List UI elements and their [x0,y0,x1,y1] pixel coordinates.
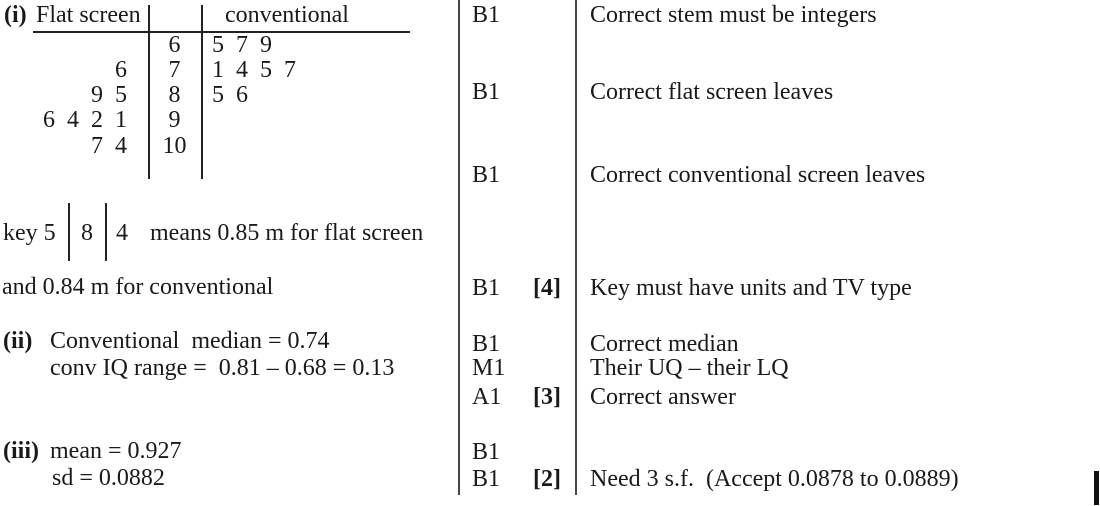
marks-column-divider [458,0,460,495]
flat-leaves: 9 5 [91,82,127,108]
flat-leaves: 7 4 [91,133,127,159]
key-stem: 8 [81,220,93,246]
stemleaf-row [0,58,458,84]
marking-row [458,163,1100,191]
comments-column-divider [575,0,577,495]
part-iii-line1: mean = 0.927 [50,438,182,464]
mark-code: B1 [472,466,501,492]
marking-row [458,467,1100,495]
stem-value: 9 [168,107,181,133]
flat-leaves: 6 4 2 1 [43,107,127,133]
stem-value: 8 [168,82,181,108]
mark-comment: Correct conventional screen leaves [590,162,926,188]
right-edge-bar [1094,471,1099,505]
conventional-leaves: 5 7 9 [212,32,272,58]
mark-code: M1 [472,355,506,381]
stemleaf-row [0,83,458,109]
stemleaf-row [0,108,458,134]
mark-code: B1 [472,439,501,465]
part-ii-line2: conv IQ range = 0.81 – 0.68 = 0.13 [50,355,395,381]
mark-code: B1 [472,2,501,28]
marking-row [458,276,1100,304]
marking-row [458,80,1100,108]
mark-comment: Correct answer [590,384,736,410]
mark-comment: Need 3 s.f. (Accept 0.0878 to 0.0889) [590,466,959,492]
key-bar-right [105,203,107,261]
mark-total: [4] [533,275,561,301]
mark-code: B1 [472,162,501,188]
stem-value: 10 [162,133,187,159]
part-i-label: (i) [4,2,27,28]
key-bar-left [68,203,70,261]
mark-code: B1 [472,331,501,357]
marking-row [458,3,1100,31]
mark-total: [2] [533,466,561,492]
mark-comment: Correct flat screen leaves [590,79,834,105]
mark-code: B1 [472,79,501,105]
marking-row [458,440,1100,468]
mark-total: [3] [533,384,561,410]
part-ii-label: (ii) [3,328,33,354]
part-iii-line2: sd = 0.0882 [52,465,165,491]
mark-code: A1 [472,384,502,410]
stemleaf-row [0,134,458,160]
stem-value: 6 [168,32,181,58]
mark-comment: Key must have units and TV type [590,275,912,301]
mark-comment: Correct median [590,331,739,357]
key-meaning: means 0.85 m for flat screen [150,220,424,246]
marking-row [458,356,1100,384]
key-prefix: key 5 [3,220,56,246]
key-leaf: 4 [116,220,128,246]
conventional-leaves: 5 6 [212,82,248,108]
conventional-leaves: 1 4 5 7 [212,57,296,83]
mark-code: B1 [472,275,501,301]
mark-comment: Correct stem must be integers [590,2,877,28]
stemleaf-row [0,33,458,59]
part-iii-label: (iii) [3,438,39,464]
stem-value: 7 [168,57,181,83]
mark-comment: Their UQ – their LQ [590,355,789,381]
part-ii-line1: Conventional median = 0.74 [50,328,330,354]
key-continuation: and 0.84 m for conventional [2,274,274,300]
marking-row [458,385,1100,413]
conventional-header: conventional [225,2,349,28]
flat-leaves: 6 [115,57,127,83]
flat-screen-header: Flat screen [36,2,141,28]
